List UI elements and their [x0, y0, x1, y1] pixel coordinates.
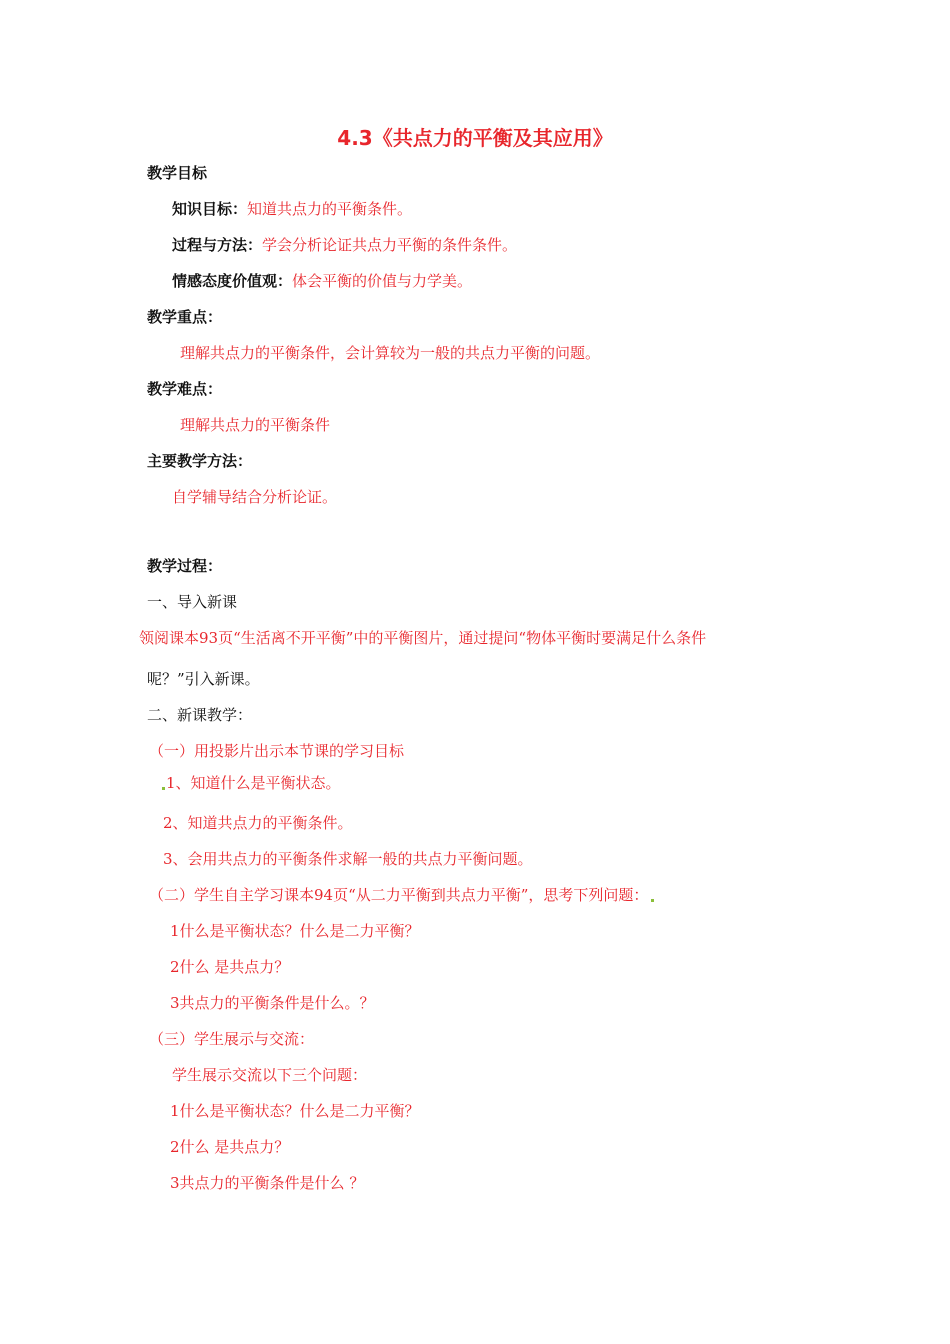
- sub1-item-1: 1、知道什么是平衡状态。: [166, 774, 341, 792]
- sub3-intro: 学生展示交流以下三个问题：: [172, 1066, 368, 1084]
- emotion-goal: [172, 271, 472, 291]
- sub2-item-2: 2什么 是共点力？: [170, 958, 290, 976]
- focus-heading: 教学重点：: [147, 308, 223, 326]
- part1-line2: 呢？”引入新课。: [147, 670, 260, 688]
- goals-heading: 教学目标: [147, 164, 208, 182]
- part1-line1: 领阅课本93页“生活离不开平衡”中的平衡图片，通过提问“物体平衡时要满足什么条件: [139, 629, 707, 647]
- sub1-item: [162, 773, 341, 793]
- emotion-goal-label: 情感态度价值观：: [172, 272, 293, 290]
- sub1-item-2: 2、知道共点力的平衡条件。: [163, 814, 353, 832]
- sub3-item-3: 3共点力的平衡条件是什么 ？: [170, 1174, 365, 1192]
- difficulty-text: 理解共点力的平衡条件: [180, 416, 331, 434]
- knowledge-goal-label: 知识目标：: [172, 200, 248, 218]
- difficulty-heading: 教学难点：: [147, 380, 223, 398]
- sub2-heading: [149, 885, 655, 905]
- method-heading: 主要教学方法：: [147, 452, 253, 470]
- process-goal: [172, 235, 517, 255]
- document-title: 4.3《共点力的平衡及其应用》: [337, 126, 613, 150]
- process-goal-text: 学会分析论证共点力平衡的条件条件。: [262, 236, 518, 254]
- marker-dot-icon: [162, 787, 165, 790]
- emotion-goal-text: 体会平衡的价值与力学美。: [292, 272, 473, 290]
- sub3-heading: （三）学生展示与交流：: [149, 1030, 315, 1048]
- marker-dot-icon: [651, 899, 654, 902]
- focus-text: 理解共点力的平衡条件，会计算较为一般的共点力平衡的问题。: [180, 344, 601, 362]
- sub2-heading-text: （二）学生自主学习课本94页“从二力平衡到共点力平衡”，思考下列问题：: [149, 886, 649, 904]
- knowledge-goal-text: 知道共点力的平衡条件。: [247, 200, 413, 218]
- sub2-item-1: 1什么是平衡状态？什么是二力平衡？: [170, 922, 420, 940]
- sub3-item-1: 1什么是平衡状态？什么是二力平衡？: [170, 1102, 420, 1120]
- process-heading: 教学过程：: [147, 557, 223, 575]
- method-text: 自学辅导结合分析论证。: [172, 488, 338, 506]
- part2-heading: 二、新课教学：: [147, 706, 253, 724]
- sub3-item-2: 2什么 是共点力？: [170, 1138, 290, 1156]
- knowledge-goal: [172, 199, 412, 219]
- part1-heading: 一、导入新课: [147, 593, 238, 611]
- sub1-item-3: 3、会用共点力的平衡条件求解一般的共点力平衡问题。: [163, 850, 533, 868]
- sub2-item-3: 3共点力的平衡条件是什么。？: [170, 994, 375, 1012]
- sub1-heading: （一）用投影片出示本节课的学习目标: [149, 742, 405, 760]
- process-goal-label: 过程与方法：: [172, 236, 263, 254]
